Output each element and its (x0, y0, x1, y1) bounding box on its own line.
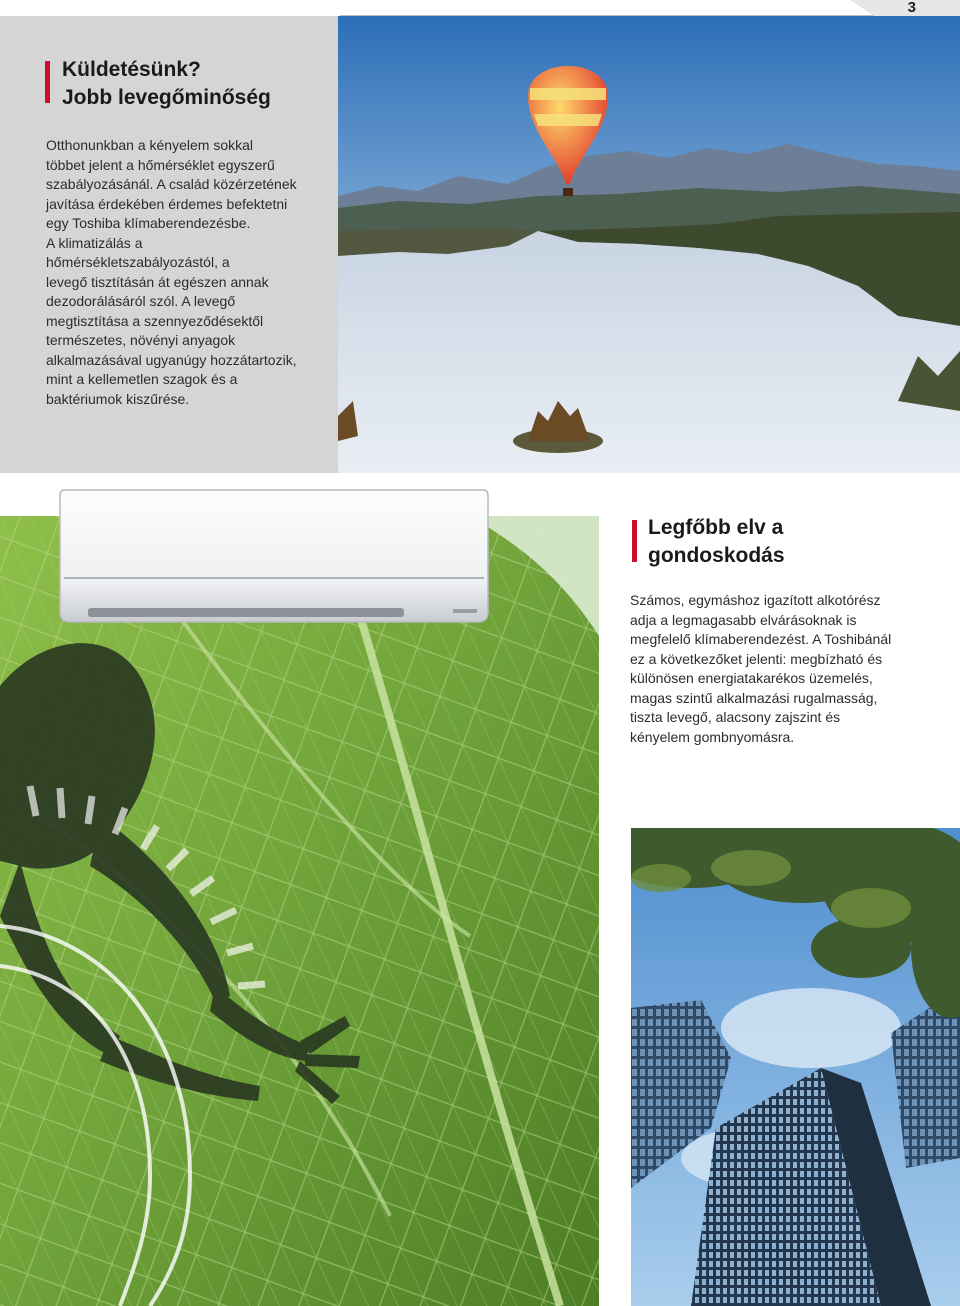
mission-title (62, 56, 271, 112)
mission-line: természetes, növényi anyagok (46, 332, 236, 348)
mission-accent-bar (45, 61, 50, 103)
mission-line: mint a kellemetlen szagok és a (46, 371, 238, 387)
mission-body (46, 136, 331, 409)
mission-panel (0, 16, 338, 473)
principle-line: Számos, egymáshoz igazított alkotórész (630, 592, 881, 608)
mission-line: szabályozásánál. A család közérzetének (46, 176, 297, 192)
principle-line: megfelelő klímaberendezést. A Toshibánál (630, 631, 892, 647)
hot-air-balloon-photo (338, 16, 960, 473)
mission-line: A klimatizálás a (46, 234, 143, 251)
mission-line: többet jelent a hőmérséklet egyszerű (46, 156, 275, 173)
mission-line: alkalmazásával ugyanúgy hozzátartozik, (46, 351, 297, 368)
mission-line: egy Toshiba klímaberendezésbe. (46, 215, 251, 231)
principle-line: adja a legmagasabb elvárásoknak is (630, 611, 857, 628)
principle-line: különösen energiatakarékos üzemelés, (630, 670, 873, 686)
page-header (0, 0, 960, 16)
skyscrapers-photo (631, 828, 960, 1306)
principle-title-line2: gondoskodás (648, 544, 785, 567)
mission-line: javítása érdekében érdemes befektetni (46, 195, 288, 212)
air-conditioner-unit (58, 486, 490, 626)
mission-line: hőmérsékletszabályozástól, a (46, 254, 230, 270)
principle-line: kényelem gombnyomásra. (630, 728, 795, 745)
principle-title (648, 514, 785, 570)
mission-line: baktériumok kiszűrése. (46, 390, 190, 407)
principle-body (630, 591, 955, 747)
mission-line: Otthonunkban a kényelem sokkal (46, 137, 254, 153)
leaf-frog-photo (0, 516, 599, 1306)
mission-line: levegő tisztításán át egészen annak (46, 273, 269, 290)
principle-line: ez a következőket jelenti: megbízható és (630, 650, 883, 667)
mission-title-line2: Jobb levegőminőség (62, 86, 271, 109)
mission-line: megtisztítása a szennyeződésektől (46, 312, 264, 329)
principle-accent-bar (632, 520, 637, 562)
page-number: 3 (907, 0, 916, 16)
mission-title-line1: Küldetésünk? (62, 58, 201, 81)
principle-line: magas szintű alkalmazási rugalmasság, (630, 689, 878, 706)
principle-title-line1: Legfőbb elv a (648, 516, 784, 539)
principle-line: tiszta levegő, alacsony zajszint és (630, 709, 841, 725)
mission-line: dezodorálásáról szól. A levegő (46, 293, 236, 309)
